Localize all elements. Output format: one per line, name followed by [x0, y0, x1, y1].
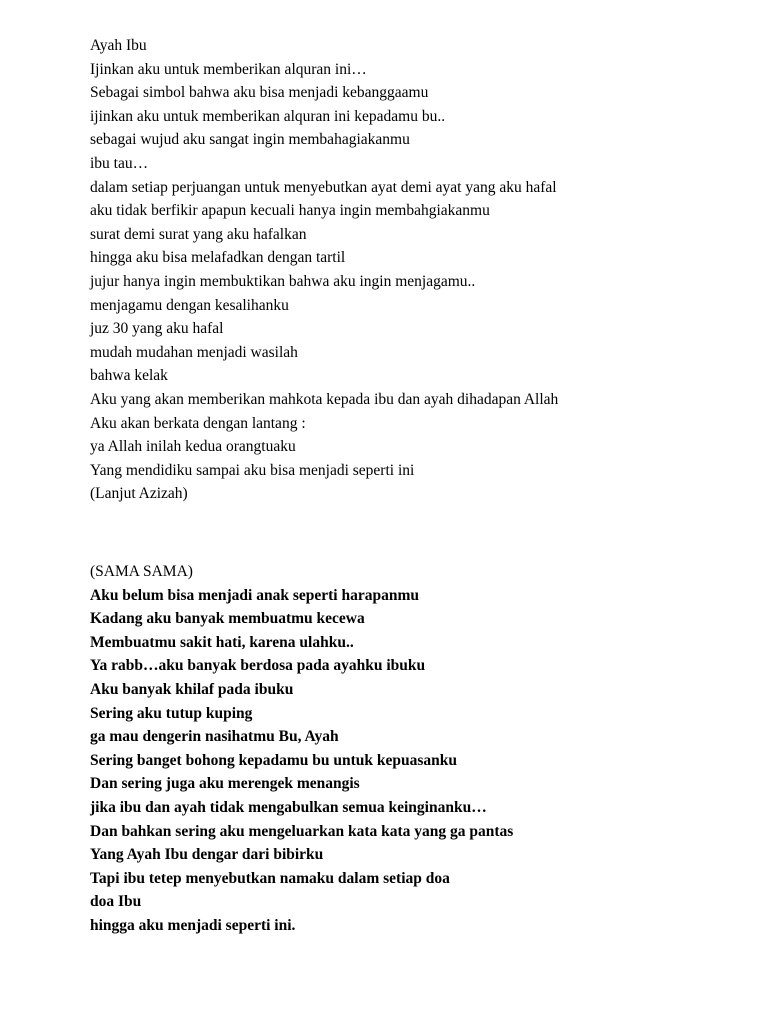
- poem-line: Ayah Ibu: [90, 37, 147, 54]
- poem-line: Dan bahkan sering aku mengeluarkan kata kata yang ga pantas: [90, 822, 514, 840]
- section-heading: (SAMA SAMA): [90, 563, 193, 580]
- poem-part-two: [90, 560, 730, 938]
- poem-line: mudah mudahan menjadi wasilah: [90, 343, 298, 361]
- poem-line-attribution: (Lanjut Azizah): [90, 485, 188, 503]
- poem-line: surat demi surat yang aku hafalkan: [90, 225, 307, 243]
- poem-line: jika ibu dan ayah tidak mengabulkan semua keinginanku…: [90, 798, 487, 816]
- poem-line: bahwa kelak: [90, 367, 168, 385]
- poem-line: Yang mendidiku sampai aku bisa menjadi seperti ini: [90, 461, 415, 479]
- poem-line: ga mau dengerin nasihatmu Bu, Ayah: [90, 728, 339, 746]
- poem-line: Aku yang akan memberikan mahkota kepada ibu dan ayah dihadapan Allah: [90, 390, 559, 408]
- poem-line: Aku banyak khilaf pada ibuku: [90, 680, 294, 698]
- poem-line: Kadang aku banyak membuatmu kecewa: [90, 610, 365, 628]
- poem-line: Aku belum bisa menjadi anak seperti harapanmu: [90, 586, 420, 604]
- poem-line: Aku akan berkata dengan lantang :: [90, 414, 306, 432]
- poem-line: dalam setiap perjuangan untuk menyebutkan ayat demi ayat yang aku hafal: [90, 178, 557, 196]
- poem-line: Ijinkan aku untuk memberikan alquran ini…: [90, 60, 367, 78]
- poem-line: Sebagai simbol bahwa aku bisa menjadi kebanggaamu: [90, 84, 429, 102]
- poem-part-one: [90, 34, 730, 506]
- poem-line: Tapi ibu tetep menyebutkan namaku dalam setiap doa: [90, 869, 450, 887]
- poem-line: Sering aku tutup kuping: [90, 704, 253, 722]
- poem-line: jujur hanya ingin membuktikan bahwa aku ingin menjagamu..: [90, 272, 476, 290]
- poem-line: Sering banget bohong kepadamu bu untuk kepuasanku: [90, 751, 457, 769]
- poem-line: hingga aku bisa melafadkan dengan tartil: [90, 249, 346, 267]
- poem-part-two-body: [90, 584, 730, 938]
- poem-line: Yang Ayah Ibu dengar dari bibirku: [90, 846, 324, 864]
- poem-line: ijinkan aku untuk memberikan alquran ini kepadamu bu..: [90, 107, 446, 125]
- poem-line: hingga aku menjadi seperti ini.: [90, 916, 296, 934]
- poem-line: juz 30 yang aku hafal: [90, 320, 224, 338]
- poem-line: ya Allah inilah kedua orangtuaku: [90, 438, 296, 456]
- poem-line: ibu tau…: [90, 154, 149, 172]
- poem-line: aku tidak berfikir apapun kecuali hanya ingin membahgiakanmu: [90, 202, 490, 220]
- poem-line: Ya rabb…aku banyak berdosa pada ayahku ibuku: [90, 657, 426, 675]
- poem-line: doa Ibu: [90, 893, 142, 911]
- poem-line: Membuatmu sakit hati, karena ulahku..: [90, 633, 354, 651]
- poem-line: Dan sering juga aku merengek menangis: [90, 775, 360, 793]
- poem-line: menjagamu dengan kesalihanku: [90, 296, 289, 314]
- poem-line: sebagai wujud aku sangat ingin membahagiakanmu: [90, 131, 410, 149]
